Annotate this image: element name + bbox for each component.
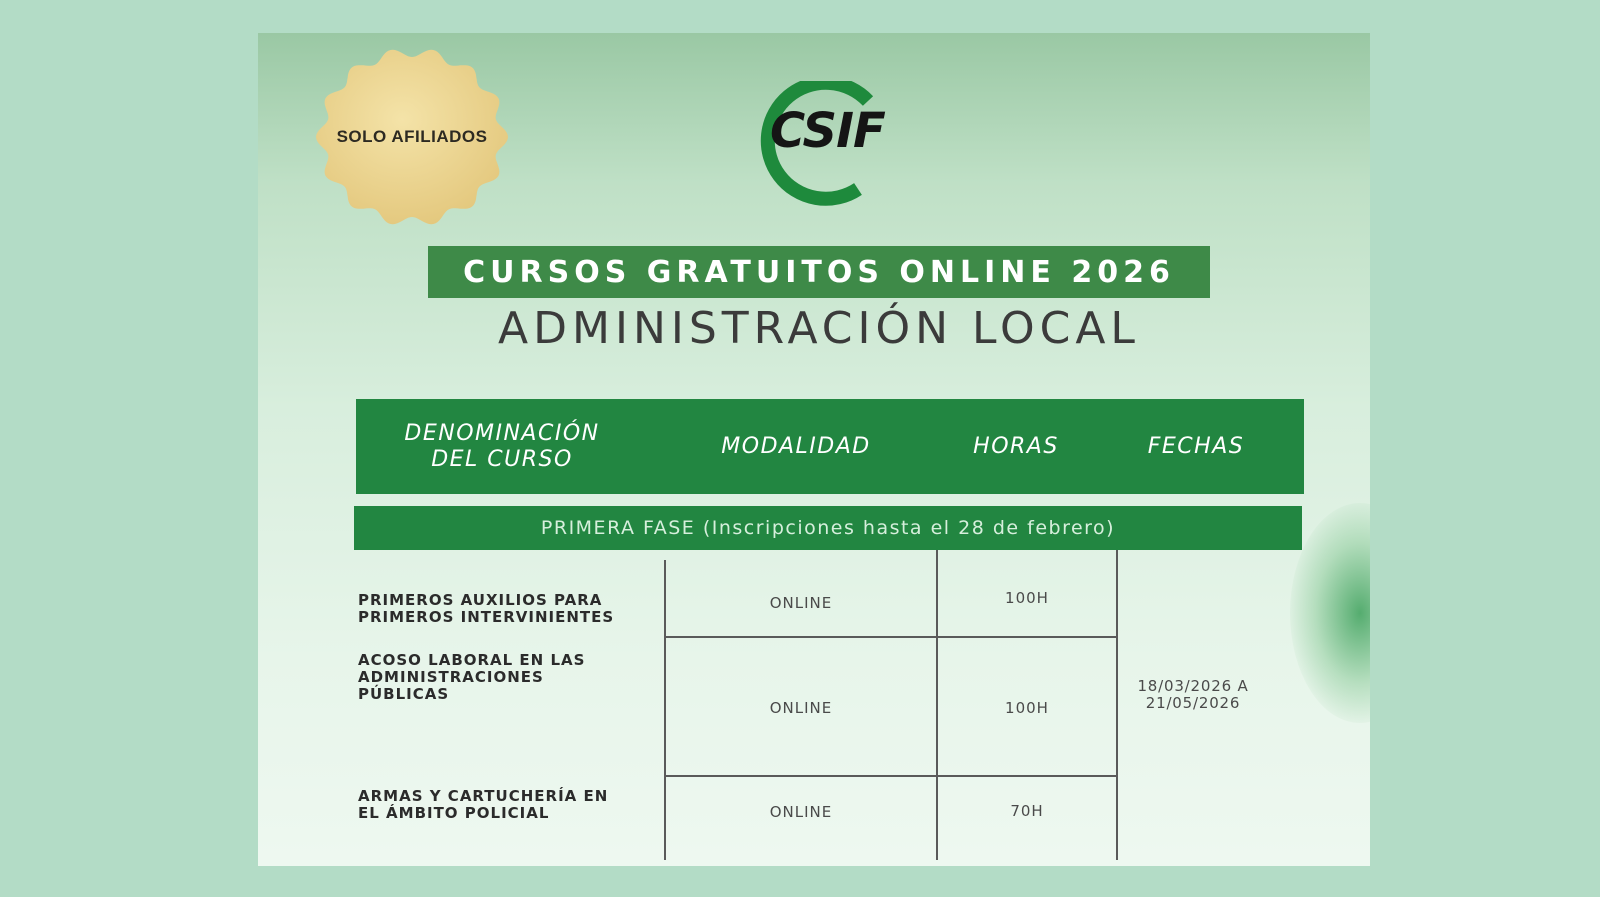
- main-title: CURSOS GRATUITOS ONLINE 2026: [428, 246, 1210, 298]
- course-name-line: EL ÁMBITO POLICIAL: [358, 804, 550, 822]
- decorative-glow: [1290, 503, 1370, 723]
- course-name-line: ARMAS Y CARTUCHERÍA EN: [358, 787, 609, 805]
- modalidad-cell: ONLINE: [769, 594, 833, 612]
- fechas-line: 18/03/2026 A: [1137, 677, 1249, 695]
- course-name-line: ACOSO LABORAL EN LAS: [358, 651, 586, 669]
- modalidad-cell: ONLINE: [769, 699, 833, 717]
- table-header: [356, 399, 1304, 494]
- phase-banner: PRIMERA FASE (Inscripciones hasta el 28 de febrero): [354, 506, 1302, 550]
- grid-divider: [664, 775, 1116, 777]
- course-name-line: PRIMEROS AUXILIOS PARA: [358, 591, 603, 609]
- header-denominacion-line2: DEL CURSO: [431, 446, 573, 472]
- modalidad-cell: ONLINE: [769, 803, 833, 821]
- horas-cell: 100H: [1005, 589, 1049, 607]
- header-modalidad: MODALIDAD: [721, 433, 871, 459]
- poster: [258, 33, 1370, 866]
- header-denominacion-line1: DENOMINACIÓN: [404, 421, 600, 447]
- csif-logo: [740, 81, 910, 207]
- grid-divider: [664, 560, 666, 860]
- horas-cell: 70H: [1010, 802, 1044, 820]
- fechas-cell: [1113, 678, 1273, 712]
- table-row: [358, 592, 648, 626]
- course-name-line: ADMINISTRACIONES: [358, 668, 544, 686]
- solo-afiliados-badge: [312, 45, 512, 229]
- grid-divider: [664, 636, 1116, 638]
- course-name-line: PRIMEROS INTERVINIENTES: [358, 608, 615, 626]
- badge-label: SOLO AFILIADOS: [336, 127, 488, 146]
- subtitle: ADMINISTRACIÓN LOCAL: [498, 303, 1140, 354]
- course-name-line: PÚBLICAS: [358, 685, 450, 703]
- header-denominacion: [356, 399, 648, 494]
- header-horas: HORAS: [973, 433, 1059, 459]
- horas-cell: 100H: [1005, 699, 1049, 717]
- header-fechas: FECHAS: [1147, 433, 1245, 459]
- table-row: [358, 652, 648, 703]
- fechas-line: 21/05/2026: [1145, 694, 1241, 712]
- logo-text: CSIF: [770, 103, 885, 159]
- grid-divider: [936, 550, 938, 860]
- table-row: [358, 788, 648, 822]
